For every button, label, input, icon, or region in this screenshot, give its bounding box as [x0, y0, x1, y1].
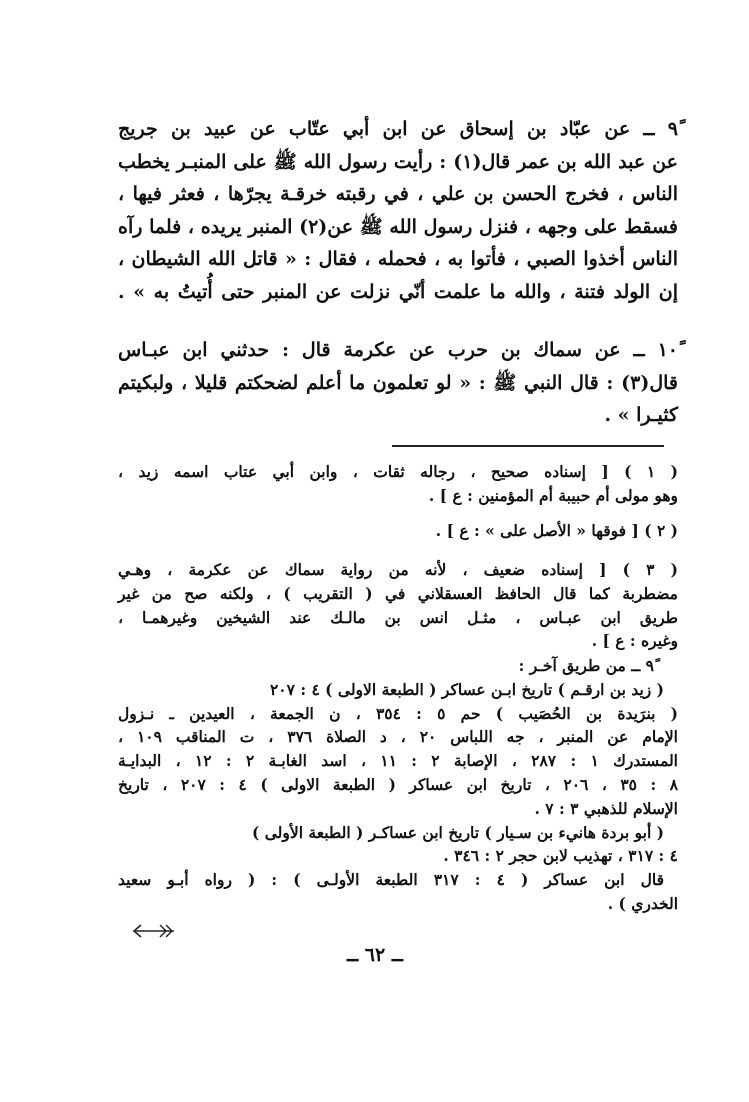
- note-line: الإسلام للذهبي ٣ : ٧ .: [534, 798, 678, 818]
- footnote-separator: [392, 445, 664, 447]
- note-heading: ٩ً ــ من طريق آخـر :: [518, 656, 654, 675]
- note-line: قال ابن عساكر ( ٤ : ٣١٧ الطبعة الأولـى ) : ( رواه أبـو سعيد: [118, 870, 664, 890]
- note-line: ( أبو بردة هانيء بن سـيار ) تاريخ ابن عساكـر ( الطبعة الأولى ): [252, 822, 664, 842]
- note-line: ٨ : ٣٥ ، ٢٠٦ ، تاريخ ابن عساكر ( الطبعة الاولى ) ٤ : ٢٠٧ ، تاريخ: [118, 774, 679, 794]
- footnote-1: [118, 460, 678, 508]
- footnote-line: مضطربة كما قال الحافظ العسقلاني في ( التقريب ) ، ولكنه صح من غير: [118, 583, 678, 603]
- footnote-line: طريق ابن عبـاس ، مثـل انس بن مالـك عند الشيخين وغيرهمـا ،: [118, 607, 678, 627]
- text-line: فسقط على وجهه ، فنزل رسول الله ﷺ عن(٢) المنبر يريده ، فلما رآه: [118, 215, 678, 238]
- alternate-chains-note: [118, 654, 678, 916]
- note-line: الخدري ) .: [607, 893, 678, 913]
- note-line: ( زيد بن ارقـم ) تاريخ ابـن عساكر ( الطبعة الاولى ) ٤ : ٢٠٧: [269, 679, 664, 699]
- text-line: ١٠ً ــ عن سماك بن حرب عن عكرمة قال : حدثني ابن عبـاس: [118, 339, 678, 361]
- footnote-line: ( ٣ ) [ إسناده ضعيف ، لأنه من رواية سماك عن عكرمة ، وهـي: [118, 560, 678, 579]
- hadith-9: [118, 113, 678, 309]
- text-line: الناس ، فخرج الحسن بن علي ، في رقبته خرقـة يجرّها ، فعثر فيها ،: [118, 183, 678, 206]
- text-line: كثيـرا » .: [604, 404, 678, 427]
- note-line: ( بنرَيدة بن الحُصَيب ) حم ٥ : ٣٥٤ ، ن الجمعة ، العيدين ـ نـزول: [118, 703, 678, 723]
- text-line: عن عبد الله بن عمر قال(١) : رأيت رسول الله ﷺ على المنبـر يخطب: [118, 150, 678, 173]
- text-line: الناس أخذوا الصبي ، فأتوا به ، فحمله ، فقال : « قاتل الله الشيطان ،: [118, 248, 678, 271]
- footnote-3: [118, 558, 678, 653]
- text-line: قال(٣) : قال النبي ﷺ : « لو تعلمون ما أعلم لضحكتم قليلا ، ولبكيتم: [118, 371, 678, 394]
- note-line: المستدرك ١ : ٢٨٧ ، الإصابة ٢ : ١١ ، اسد الغابـة ٢ : ١٢ ، البدايـة: [118, 751, 678, 771]
- text-line: إن الولد فتنة ، والله ما علمت أنّي نزلت عن المنبر حتى أُتيتُ به » .: [118, 280, 678, 303]
- footnote-line: وهو مولى أم حبيبة أم المؤمنين : ع ] .: [428, 485, 678, 505]
- footnote-line: ( ٢ ) [ فوقها « الأصل على » : ع ] .: [435, 521, 678, 540]
- footnote-2: [118, 519, 678, 543]
- page-number: ــ ٦٢ ــ: [347, 944, 403, 966]
- note-line: ٤ : ٣١٧ ، تهذيب لابن حجر ٢ : ٣٤٦ .: [443, 846, 678, 866]
- note-line: الإمام عن المنبر ، جه اللباس ٢٠ ، د الصلاة ٣٧٦ ، ت المناقب ١٠٩ ،: [118, 727, 678, 747]
- footnote-line: ( ١ ) [ إسناده صحيح ، رجاله ثقات ، وابن أبي عتاب اسمه زيد ،: [118, 462, 679, 481]
- arrow-left-icon: [132, 924, 176, 938]
- footnote-line: وغيره : ع ] .: [591, 631, 678, 651]
- hadith-10: [118, 334, 678, 432]
- text-line: ٩ً ــ عن عبّاد بن إسحاق عن ابن أبي عتّاب عن عبيد بن جريج: [118, 118, 678, 140]
